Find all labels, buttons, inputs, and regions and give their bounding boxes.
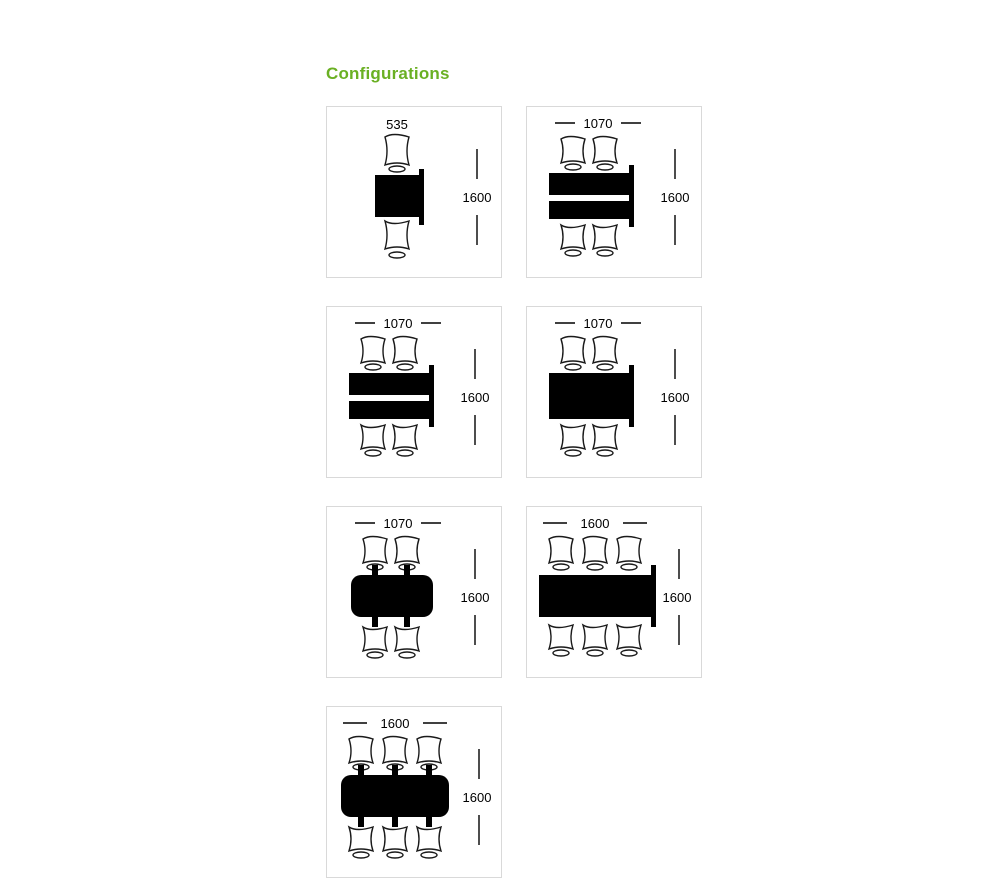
- config-card-6[interactable]: [526, 506, 702, 678]
- config-diagram-1: [327, 107, 501, 277]
- config-card-3[interactable]: [326, 306, 502, 478]
- config-diagram-2: [527, 107, 701, 277]
- config-diagram-5: [327, 507, 501, 677]
- height-dimension-1: 1600: [462, 190, 492, 205]
- config-diagram-7: [327, 707, 501, 877]
- height-dimension-2: 1600: [660, 190, 690, 205]
- config-card-7[interactable]: [326, 706, 502, 878]
- width-dimension-2: 1070: [583, 116, 613, 131]
- height-dimension-5: 1600: [460, 590, 490, 605]
- page-title: Configurations: [326, 64, 450, 83]
- config-card-2[interactable]: [526, 106, 702, 278]
- height-dimension-3: 1600: [460, 390, 490, 405]
- config-card-1[interactable]: [326, 106, 502, 278]
- config-card-5[interactable]: [326, 506, 502, 678]
- height-dimension-6: 1600: [662, 590, 692, 605]
- width-dimension-1: 535: [386, 117, 408, 132]
- config-diagram-6: [527, 507, 701, 677]
- width-dimension-3: 1070: [383, 316, 413, 331]
- width-dimension-7: 1600: [380, 716, 410, 731]
- config-diagram-4: [527, 307, 701, 477]
- width-dimension-6: 1600: [580, 516, 610, 531]
- width-dimension-5: 1070: [383, 516, 413, 531]
- height-dimension-4: 1600: [660, 390, 690, 405]
- config-diagram-3: [327, 307, 501, 477]
- config-card-4[interactable]: [526, 306, 702, 478]
- height-dimension-7: 1600: [462, 790, 492, 805]
- width-dimension-4: 1070: [583, 316, 613, 331]
